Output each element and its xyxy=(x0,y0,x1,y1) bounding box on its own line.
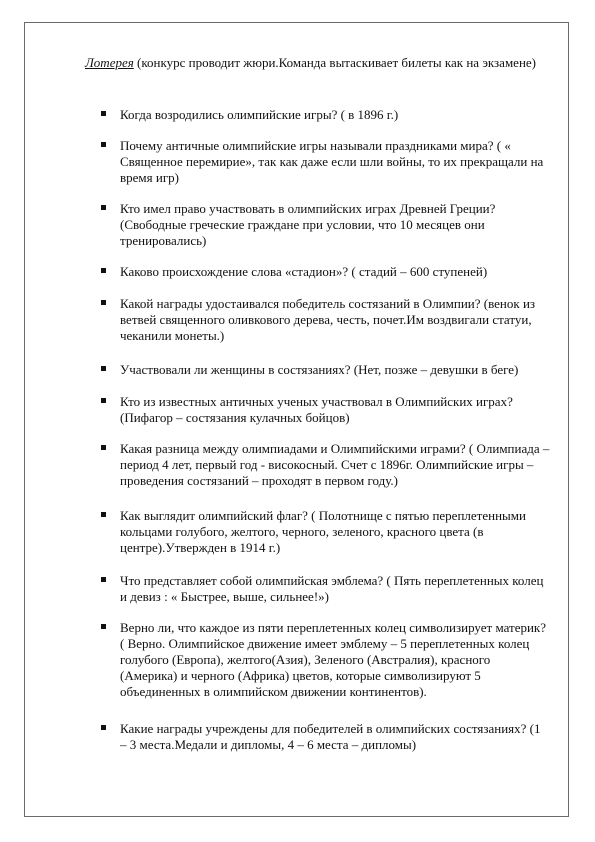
question-text: Что представляет собой олимпийская эмблема? ( Пять переплетенных колец и девиз : « Быстрее, выше, сильнее!») xyxy=(120,573,544,604)
bullet-icon xyxy=(101,205,106,210)
bullet-icon xyxy=(101,142,106,147)
question-text: Почему античные олимпийские игры называли праздниками мира? ( « Священное перемирие», так как даже если шли войны, то их прекращали на время игр) xyxy=(120,138,544,185)
bullet-icon xyxy=(101,577,106,582)
bullet-icon xyxy=(101,512,106,517)
contest-description: (конкурс проводит жюри.Команда вытаскивает билеты как на экзамене) xyxy=(133,55,537,70)
question-text: Каково происхождение слова «стадион»? ( стадий – 600 ступеней) xyxy=(120,264,488,279)
question-text: Какой награды удостаивался победитель состязаний в Олимпии? (венок из ветвей священного оливкового дерева, честь, почет.Им воздвигали статуи, чеканили монеты.) xyxy=(120,296,536,343)
question-text: Когда возродились олимпийские игры? ( в 1896 г.) xyxy=(120,107,399,122)
question-text: Участвовали ли женщины в состязаниях? (Нет, позже – девушки в беге) xyxy=(120,362,519,377)
question-text: Как выглядит олимпийский флаг? ( Полотнище с пятью переплетенными кольцами голубого, желтого, черного, зеленого, красного цвета (в центре).Утвержден в 1914 г.) xyxy=(120,508,526,555)
contest-title: Лотерея xyxy=(85,55,134,70)
question-text: Верно ли, что каждое из пяти переплетенных колец символизирует материк? ( Верно. Олимпийское движение имеет эмблему – 5 переплетенных колец голубого (Европа), желтого(Азия), Зеленого (Австралия), красного (Америка) и черного (Африка) цветов, которые символизируют 5 объединенных в олимпийском движении континентов). xyxy=(120,620,547,699)
bullet-icon xyxy=(101,398,106,403)
bullet-icon xyxy=(101,111,106,116)
bullet-icon xyxy=(101,725,106,730)
question-text: Кто из известных античных ученых участвовал в Олимпийских играх? (Пифагор – состязания кулачных бойцов) xyxy=(120,394,513,425)
bullet-icon xyxy=(101,268,106,273)
bullet-icon xyxy=(101,445,106,450)
bullet-icon xyxy=(101,624,106,629)
bullet-icon xyxy=(101,300,106,305)
bullet-icon xyxy=(101,366,106,371)
question-text: Какие награды учреждены для победителей в олимпийских состязаниях? (1 – 3 места.Медали и дипломы, 4 – 6 места – дипломы) xyxy=(120,721,541,752)
question-text: Какая разница между олимпиадами и Олимпийскими играми? ( Олимпиада – период 4 лет, первый год - високосный. Счет с 1896г. Олимпийские игры – проведения состязаний – проходят в первом году.) xyxy=(120,441,550,488)
question-text: Кто имел право участвовать в олимпийских играх Древней Греции? (Свободные греческие граждане при условии, что 10 месяцев они тренировались) xyxy=(120,201,496,248)
